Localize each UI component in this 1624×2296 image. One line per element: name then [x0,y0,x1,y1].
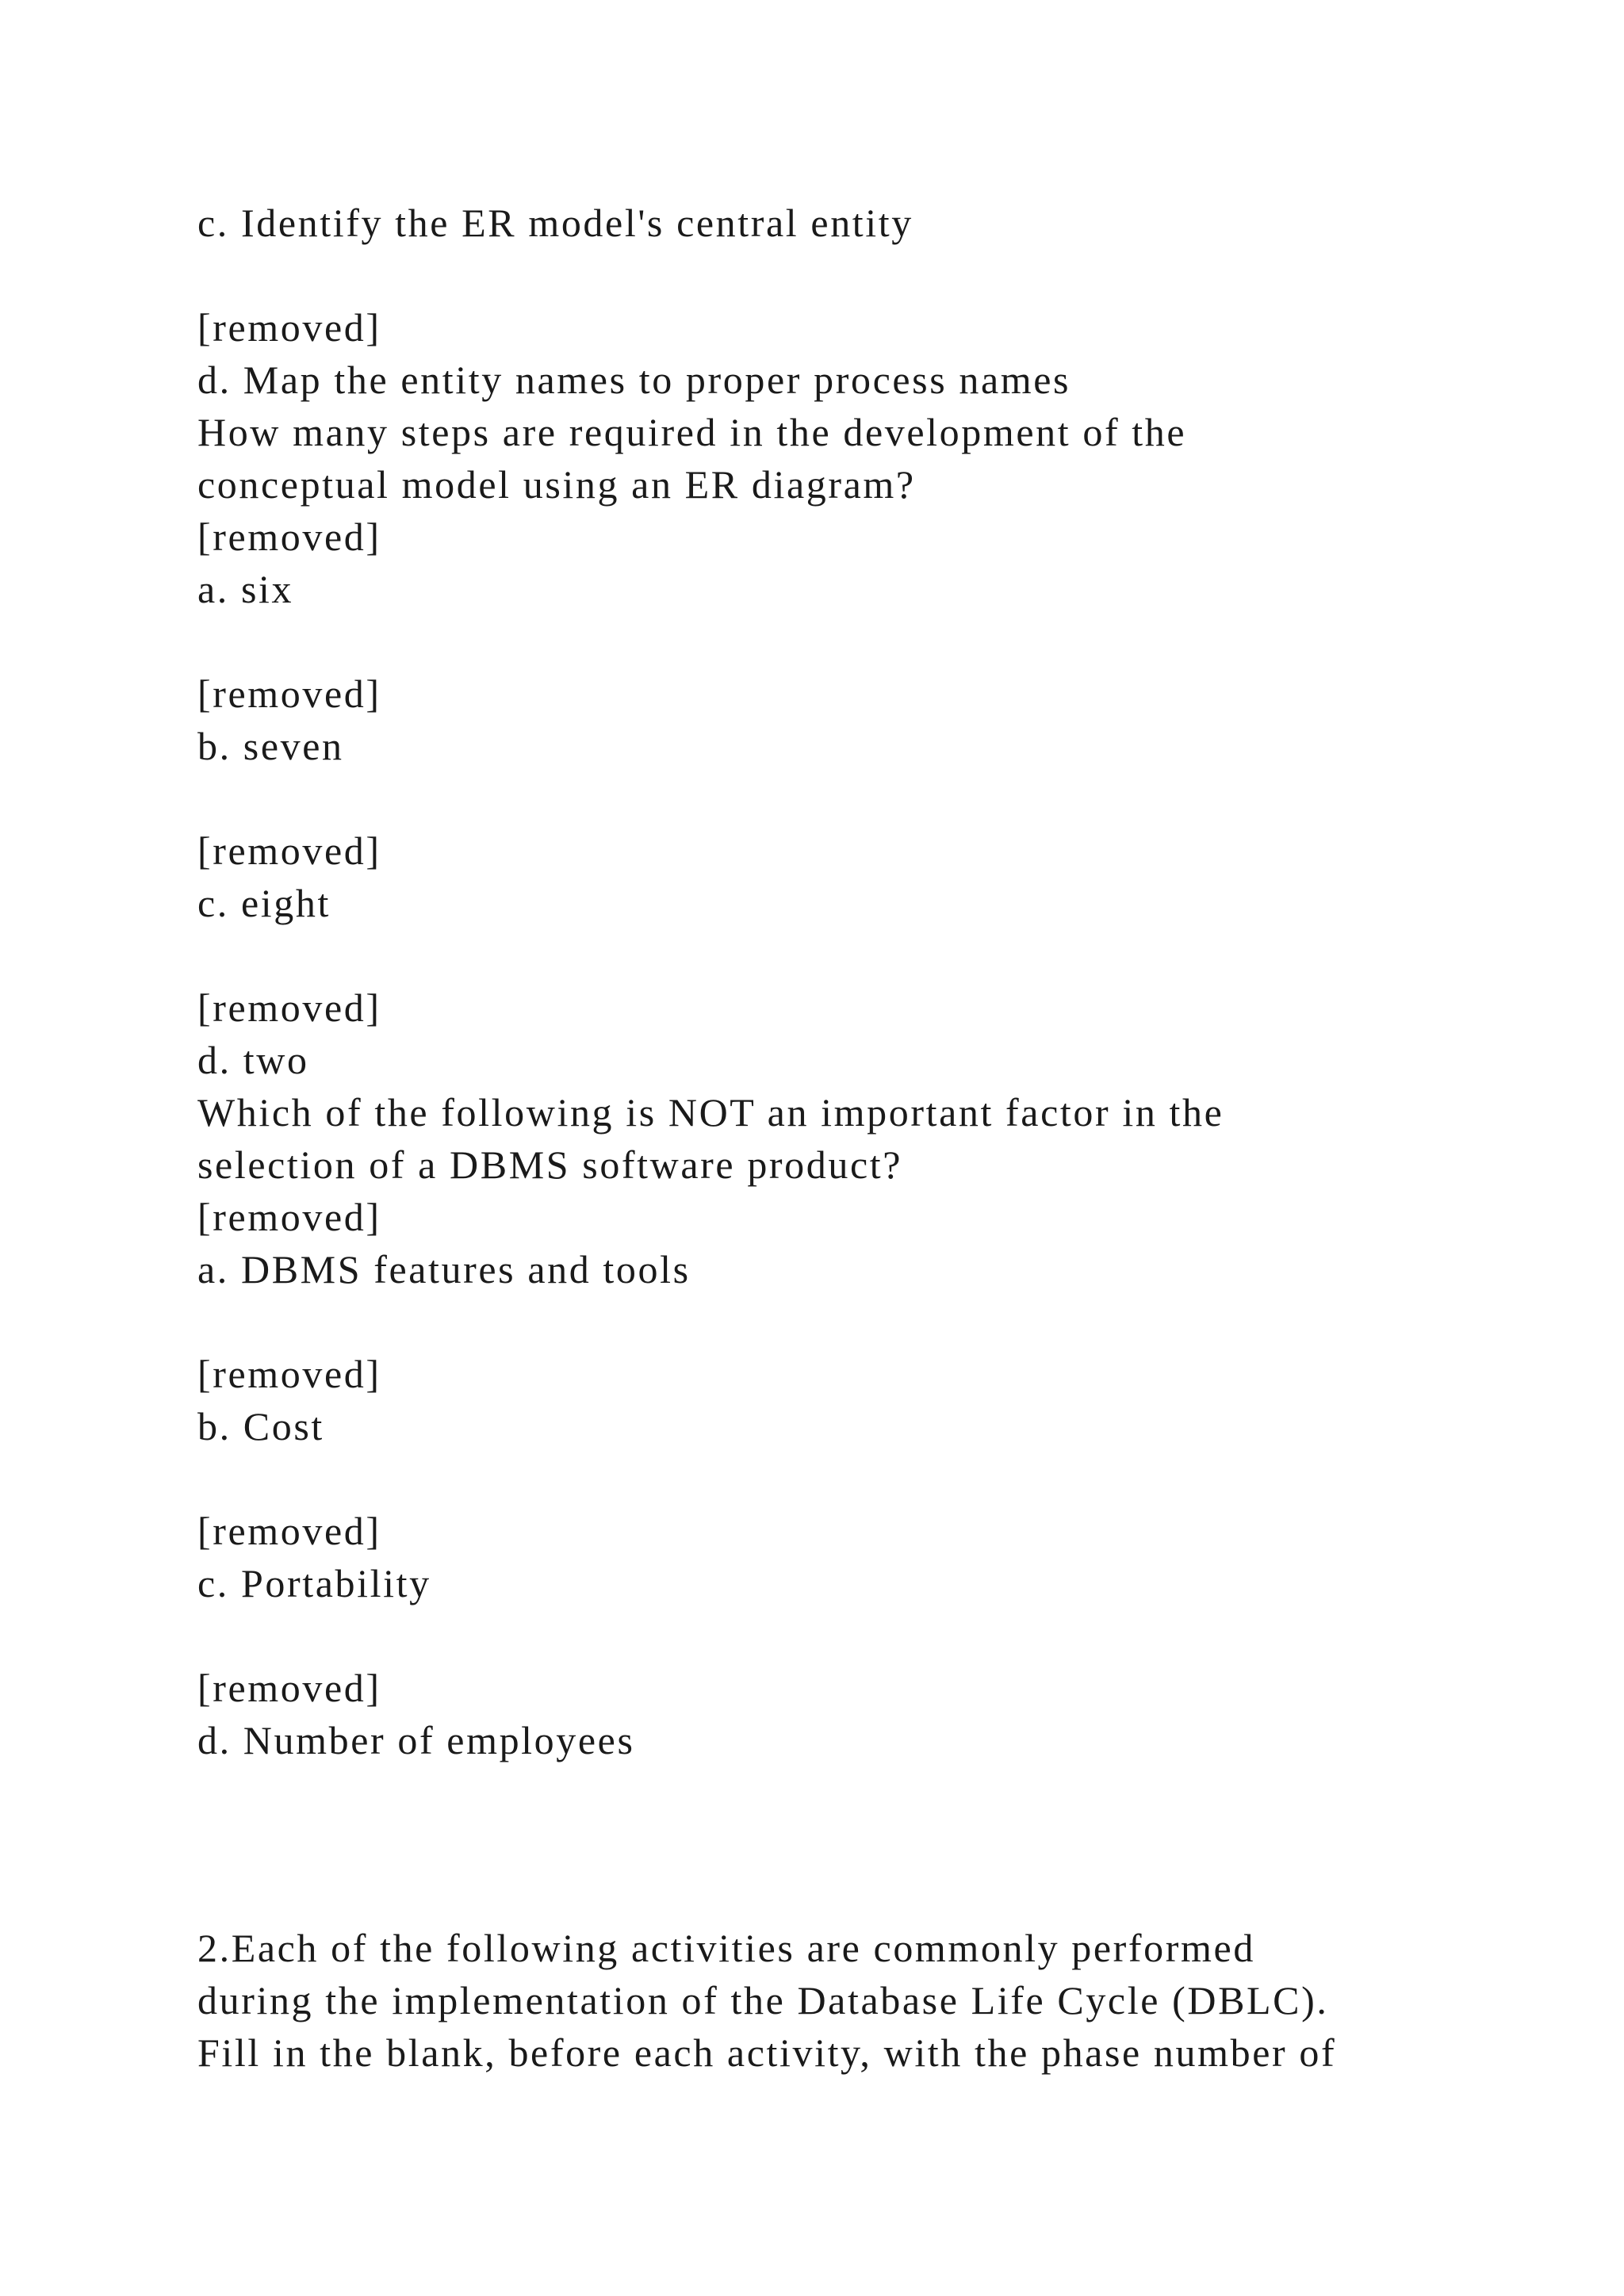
removed-marker: [removed] [197,1666,381,1710]
answer-option-c-portability: c. Portability [197,1561,431,1605]
answer-option-c-central-entity: c. Identify the ER model's central entity [197,201,914,245]
answer-option-d-employees: d. Number of employees [197,1718,635,1762]
answer-option-b-seven: b. seven [197,724,344,768]
removed-marker: [removed] [197,985,381,1030]
removed-marker: [removed] [197,1195,381,1239]
question-steps-line-2: conceptual model using an ER diagram? [197,462,916,507]
answer-option-b-cost: b. Cost [197,1404,324,1448]
removed-marker: [removed] [197,1352,381,1396]
removed-marker: [removed] [197,1509,381,1553]
answer-option-d-map-entity-names: d. Map the entity names to proper process names [197,358,1071,402]
question-dbms-line-2: selection of a DBMS software product? [197,1142,903,1187]
removed-marker: [removed] [197,672,381,716]
question-dbms-line-1: Which of the following is NOT an important factor in the [197,1090,1224,1135]
question-dblc-line-1: 2.Each of the following activities are commonly performed [197,1926,1255,1970]
answer-option-c-eight: c. eight [197,881,331,925]
removed-marker: [removed] [197,828,381,873]
removed-marker: [removed] [197,515,381,559]
answer-option-a-six: a. six [197,567,294,611]
answer-option-a-features-tools: a. DBMS features and tools [197,1247,691,1292]
question-dblc-line-2: during the implementation of the Database Life Cycle (DBLC). [197,1978,1329,2022]
answer-option-d-two: d. two [197,1038,309,1082]
question-steps-line-1: How many steps are required in the development of the [197,410,1187,454]
question-dblc-line-3: Fill in the blank, before each activity, with the phase number of [197,2030,1337,2075]
removed-marker: [removed] [197,305,381,350]
